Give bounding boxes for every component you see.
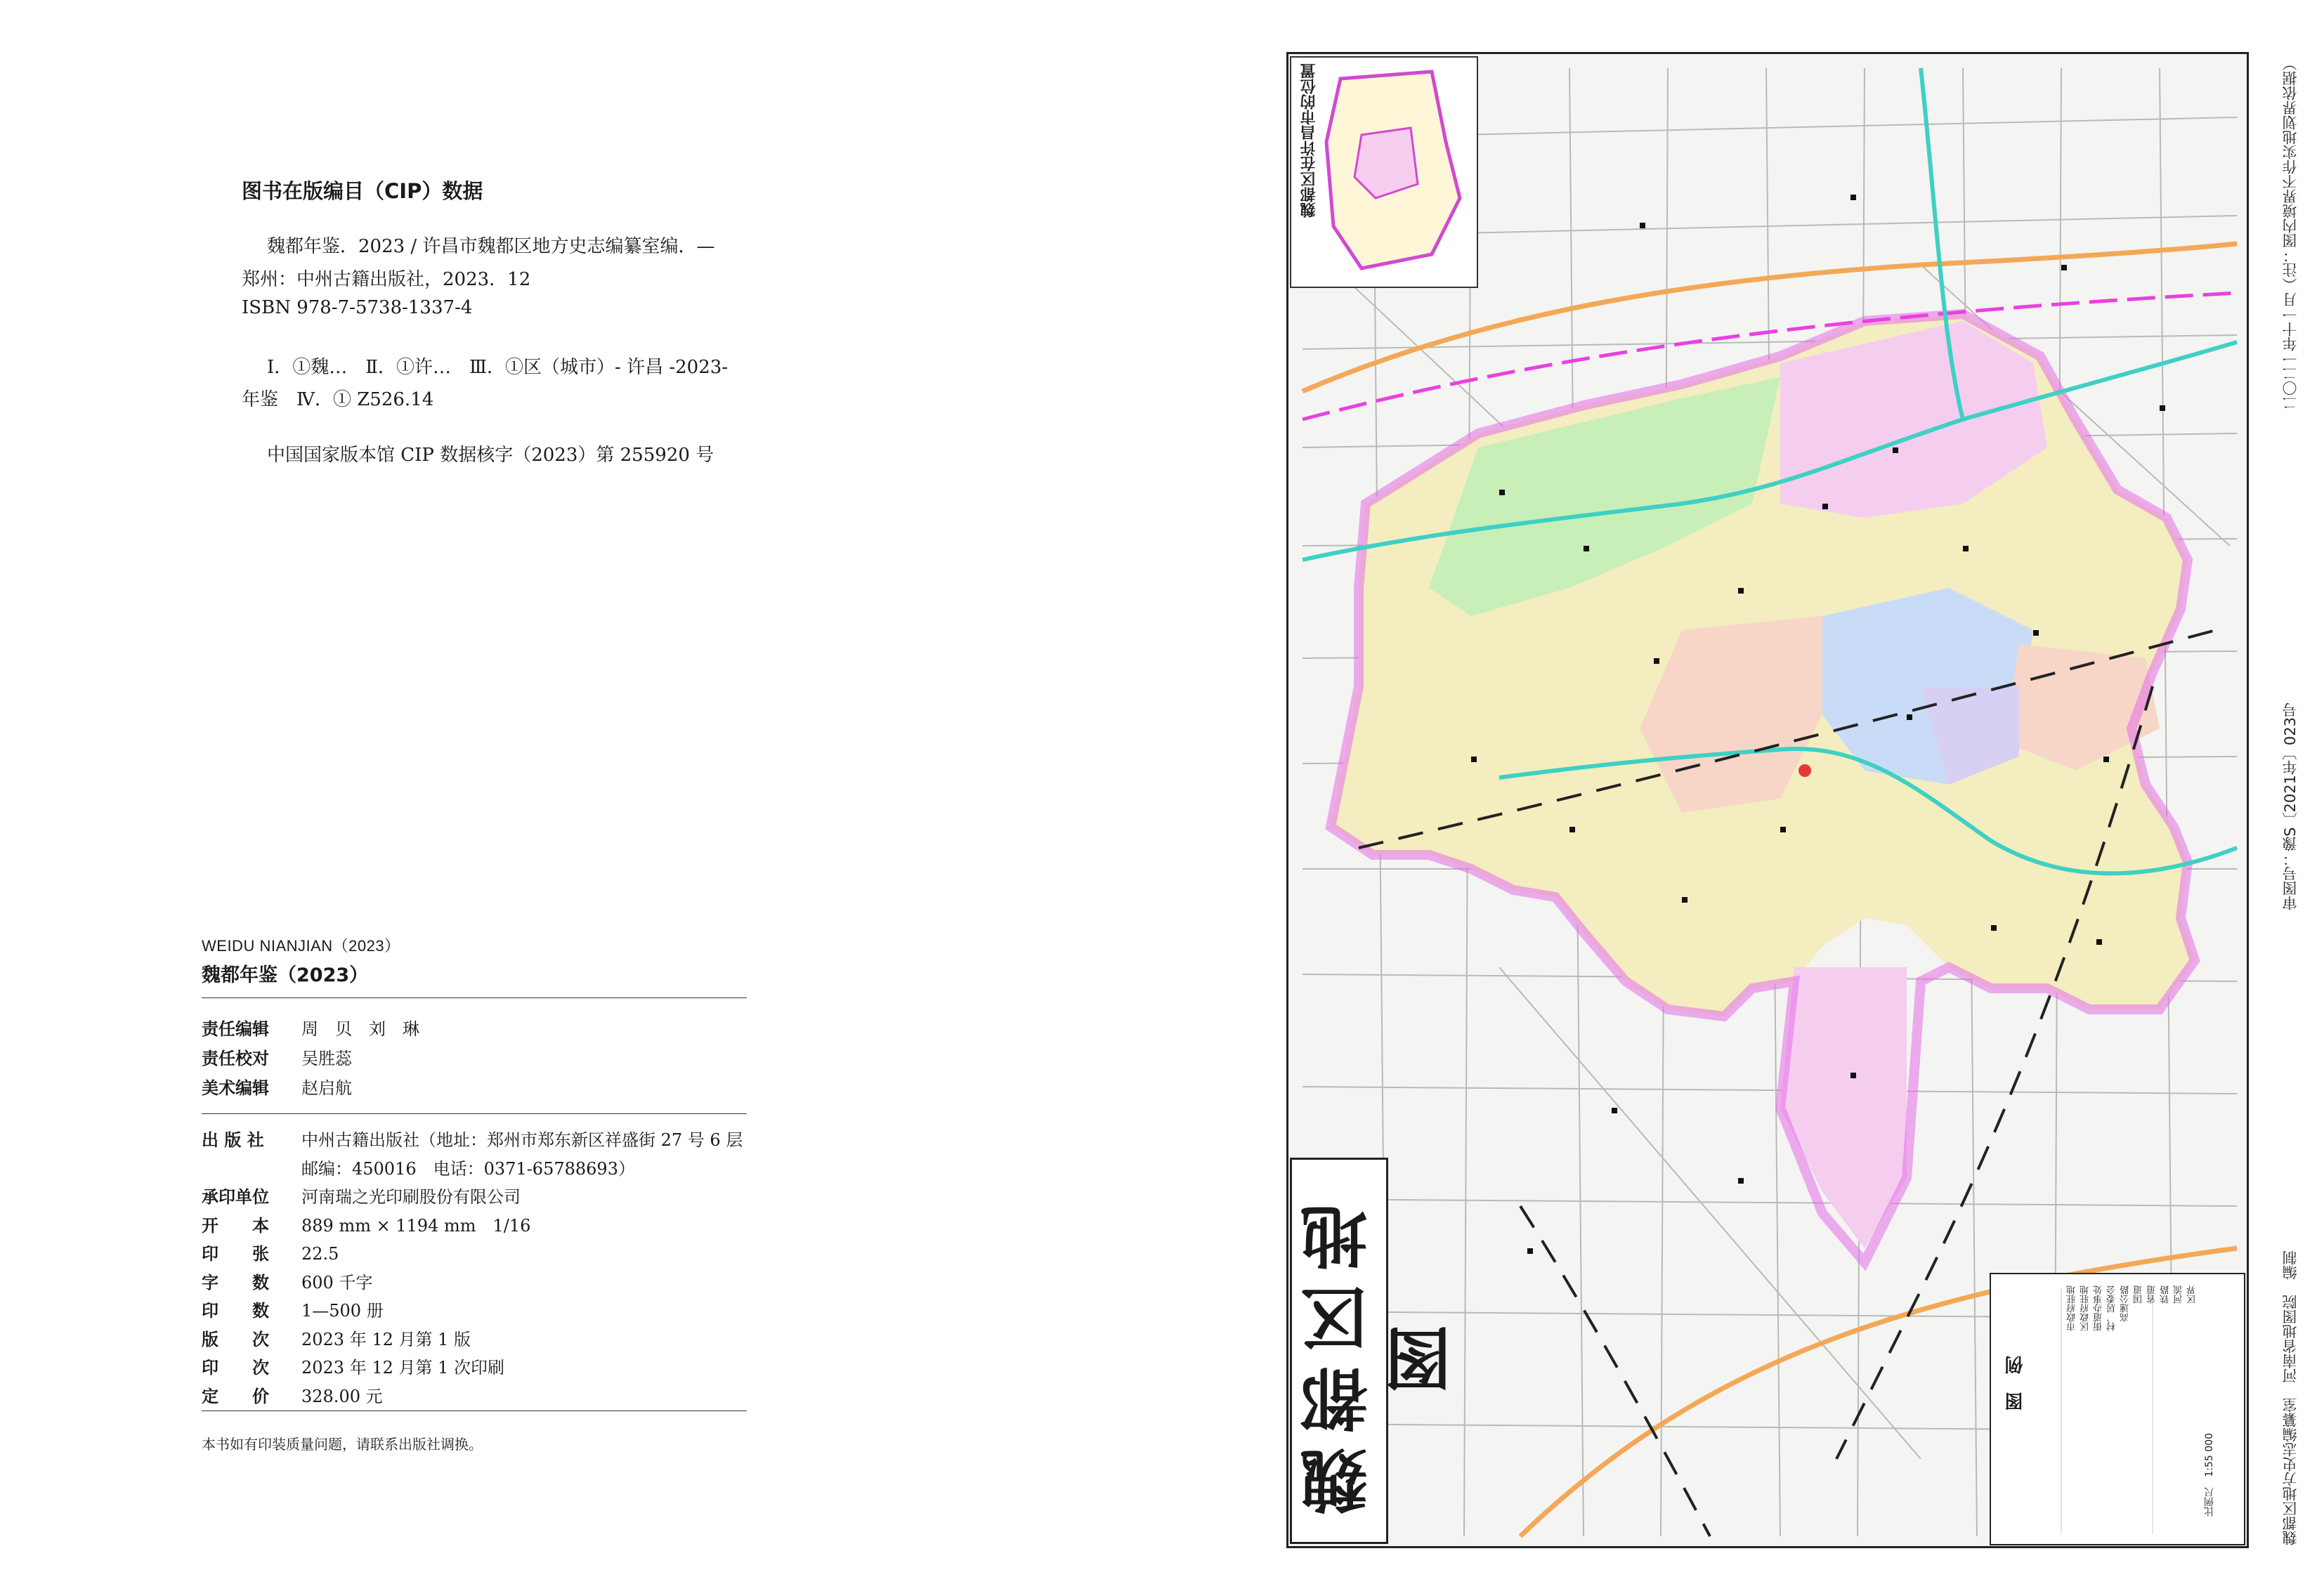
chinese-title: 魏都年鉴（2023） <box>202 964 369 986</box>
publication-value: 2023 年 12 月第 1 版 <box>301 1329 471 1349</box>
publication-value: 889 mm × 1194 mm 1/16 <box>301 1215 531 1236</box>
publication-value: 22.5 <box>301 1244 339 1264</box>
publication-label: 开 本 <box>202 1215 269 1236</box>
credit-label: 美术编辑 <box>202 1078 269 1098</box>
credit-row <box>202 1045 352 1069</box>
divider-middle <box>202 1113 747 1114</box>
publication-label: 印 张 <box>202 1244 269 1264</box>
map-review-number: 审图号：豫S〔2021年〕023号 <box>2282 702 2299 910</box>
quality-notice: 本书如有印装质量问题，请联系出版社调换。 <box>202 1436 483 1453</box>
credit-label: 责任校对 <box>202 1049 269 1068</box>
publication-label: 印 数 <box>202 1301 269 1321</box>
publication-value: 1—500 册 <box>301 1301 384 1321</box>
map-title: 魏都区地图 <box>1300 1189 1463 1515</box>
publication-label: 出 版 社 <box>202 1130 264 1150</box>
publication-row <box>202 1126 743 1151</box>
credit-value: 周 贝 刘 琳 <box>301 1019 419 1039</box>
legend-heading: 图 例 <box>2005 1356 2026 1411</box>
legend-item: 国道 <box>2134 1285 2144 1304</box>
publication-value: 2023 年 12 月第 1 次印刷 <box>301 1358 505 1378</box>
cip-entry-line1: 魏都年鉴．2023 / 许昌市魏都区地方史志编纂室编．— <box>267 236 715 257</box>
divider-top <box>202 997 747 998</box>
map-date-note: 二〇二一年十一月（注：图内境界不作实地划界依据） <box>2282 56 2299 410</box>
publication-label: 版 次 <box>202 1329 269 1349</box>
legend-scale: 比例尺 1:55 000 <box>2204 1433 2215 1517</box>
legend-item: 铁路 <box>2160 1285 2171 1304</box>
credit-row <box>202 1015 419 1040</box>
legend-item: 街道办事处 <box>2094 1285 2104 1331</box>
publication-value: 600 千字 <box>301 1272 373 1293</box>
publication-row <box>202 1155 635 1179</box>
credit-label: 责任编辑 <box>202 1019 269 1039</box>
cip-number: 中国国家版本馆 CIP 数据核字（2023）第 255920 号 <box>267 445 714 466</box>
district-area <box>1331 314 2195 1248</box>
publication-value: 河南瑞之光印刷股份有限公司 <box>301 1187 521 1207</box>
legend-item: 省道 <box>2147 1285 2157 1304</box>
government-marker <box>1799 764 1811 777</box>
cip-classification-line2: 年鉴 Ⅳ．① Z526.14 <box>242 389 434 410</box>
publication-label: 承印单位 <box>202 1187 269 1207</box>
publication-row <box>202 1212 530 1236</box>
english-title: WEIDU NIANJIAN（2023） <box>202 937 400 955</box>
cip-isbn: ISBN 978-7-5738-1337-4 <box>242 297 473 318</box>
legend-item: 河流 <box>2174 1285 2184 1304</box>
inset-map-title: 魏都区在许昌市的位置 <box>1300 63 1318 218</box>
publication-row <box>202 1269 372 1293</box>
publication-value: 328.00 元 <box>301 1386 383 1406</box>
legend-item: 区政府驻地 <box>2080 1285 2091 1331</box>
publication-row <box>202 1297 384 1321</box>
publication-row <box>202 1240 339 1264</box>
publication-label: 定 价 <box>202 1386 269 1406</box>
legend-item: 高速公路 <box>2120 1285 2131 1322</box>
cip-heading: 图书在版编目（CIP）数据 <box>242 179 483 203</box>
legend-item: 村、居委会 <box>2107 1285 2117 1331</box>
credit-value: 吴胜蕊 <box>301 1049 352 1068</box>
cip-classification-line1: Ⅰ．①魏… Ⅱ．①许… Ⅲ．①区（城市）- 许昌 -2023- <box>267 357 729 378</box>
credit-row <box>202 1074 352 1099</box>
publication-row <box>202 1326 471 1350</box>
legend-item: 市政府驻地 <box>2067 1285 2077 1331</box>
publication-row <box>202 1382 383 1407</box>
legend-item: 区界 <box>2187 1285 2198 1304</box>
map-compiler: 魏都区地方史志编纂室 河南省地图院 编制 <box>2282 1250 2299 1545</box>
publication-label: 字 数 <box>202 1272 269 1293</box>
publication-row <box>202 1183 521 1208</box>
cip-entry-line2: 郑州：中州古籍出版社，2023．12 <box>242 269 531 290</box>
credit-value: 赵启航 <box>301 1078 352 1098</box>
publication-row <box>202 1354 504 1378</box>
publication-value: 中州古籍出版社（地址：郑州市郑东新区祥盛街 27 号 6 层 <box>301 1130 743 1150</box>
publication-value: 邮编：450016 电话：0371-65788693） <box>301 1158 635 1179</box>
publication-label: 印 次 <box>202 1358 269 1378</box>
